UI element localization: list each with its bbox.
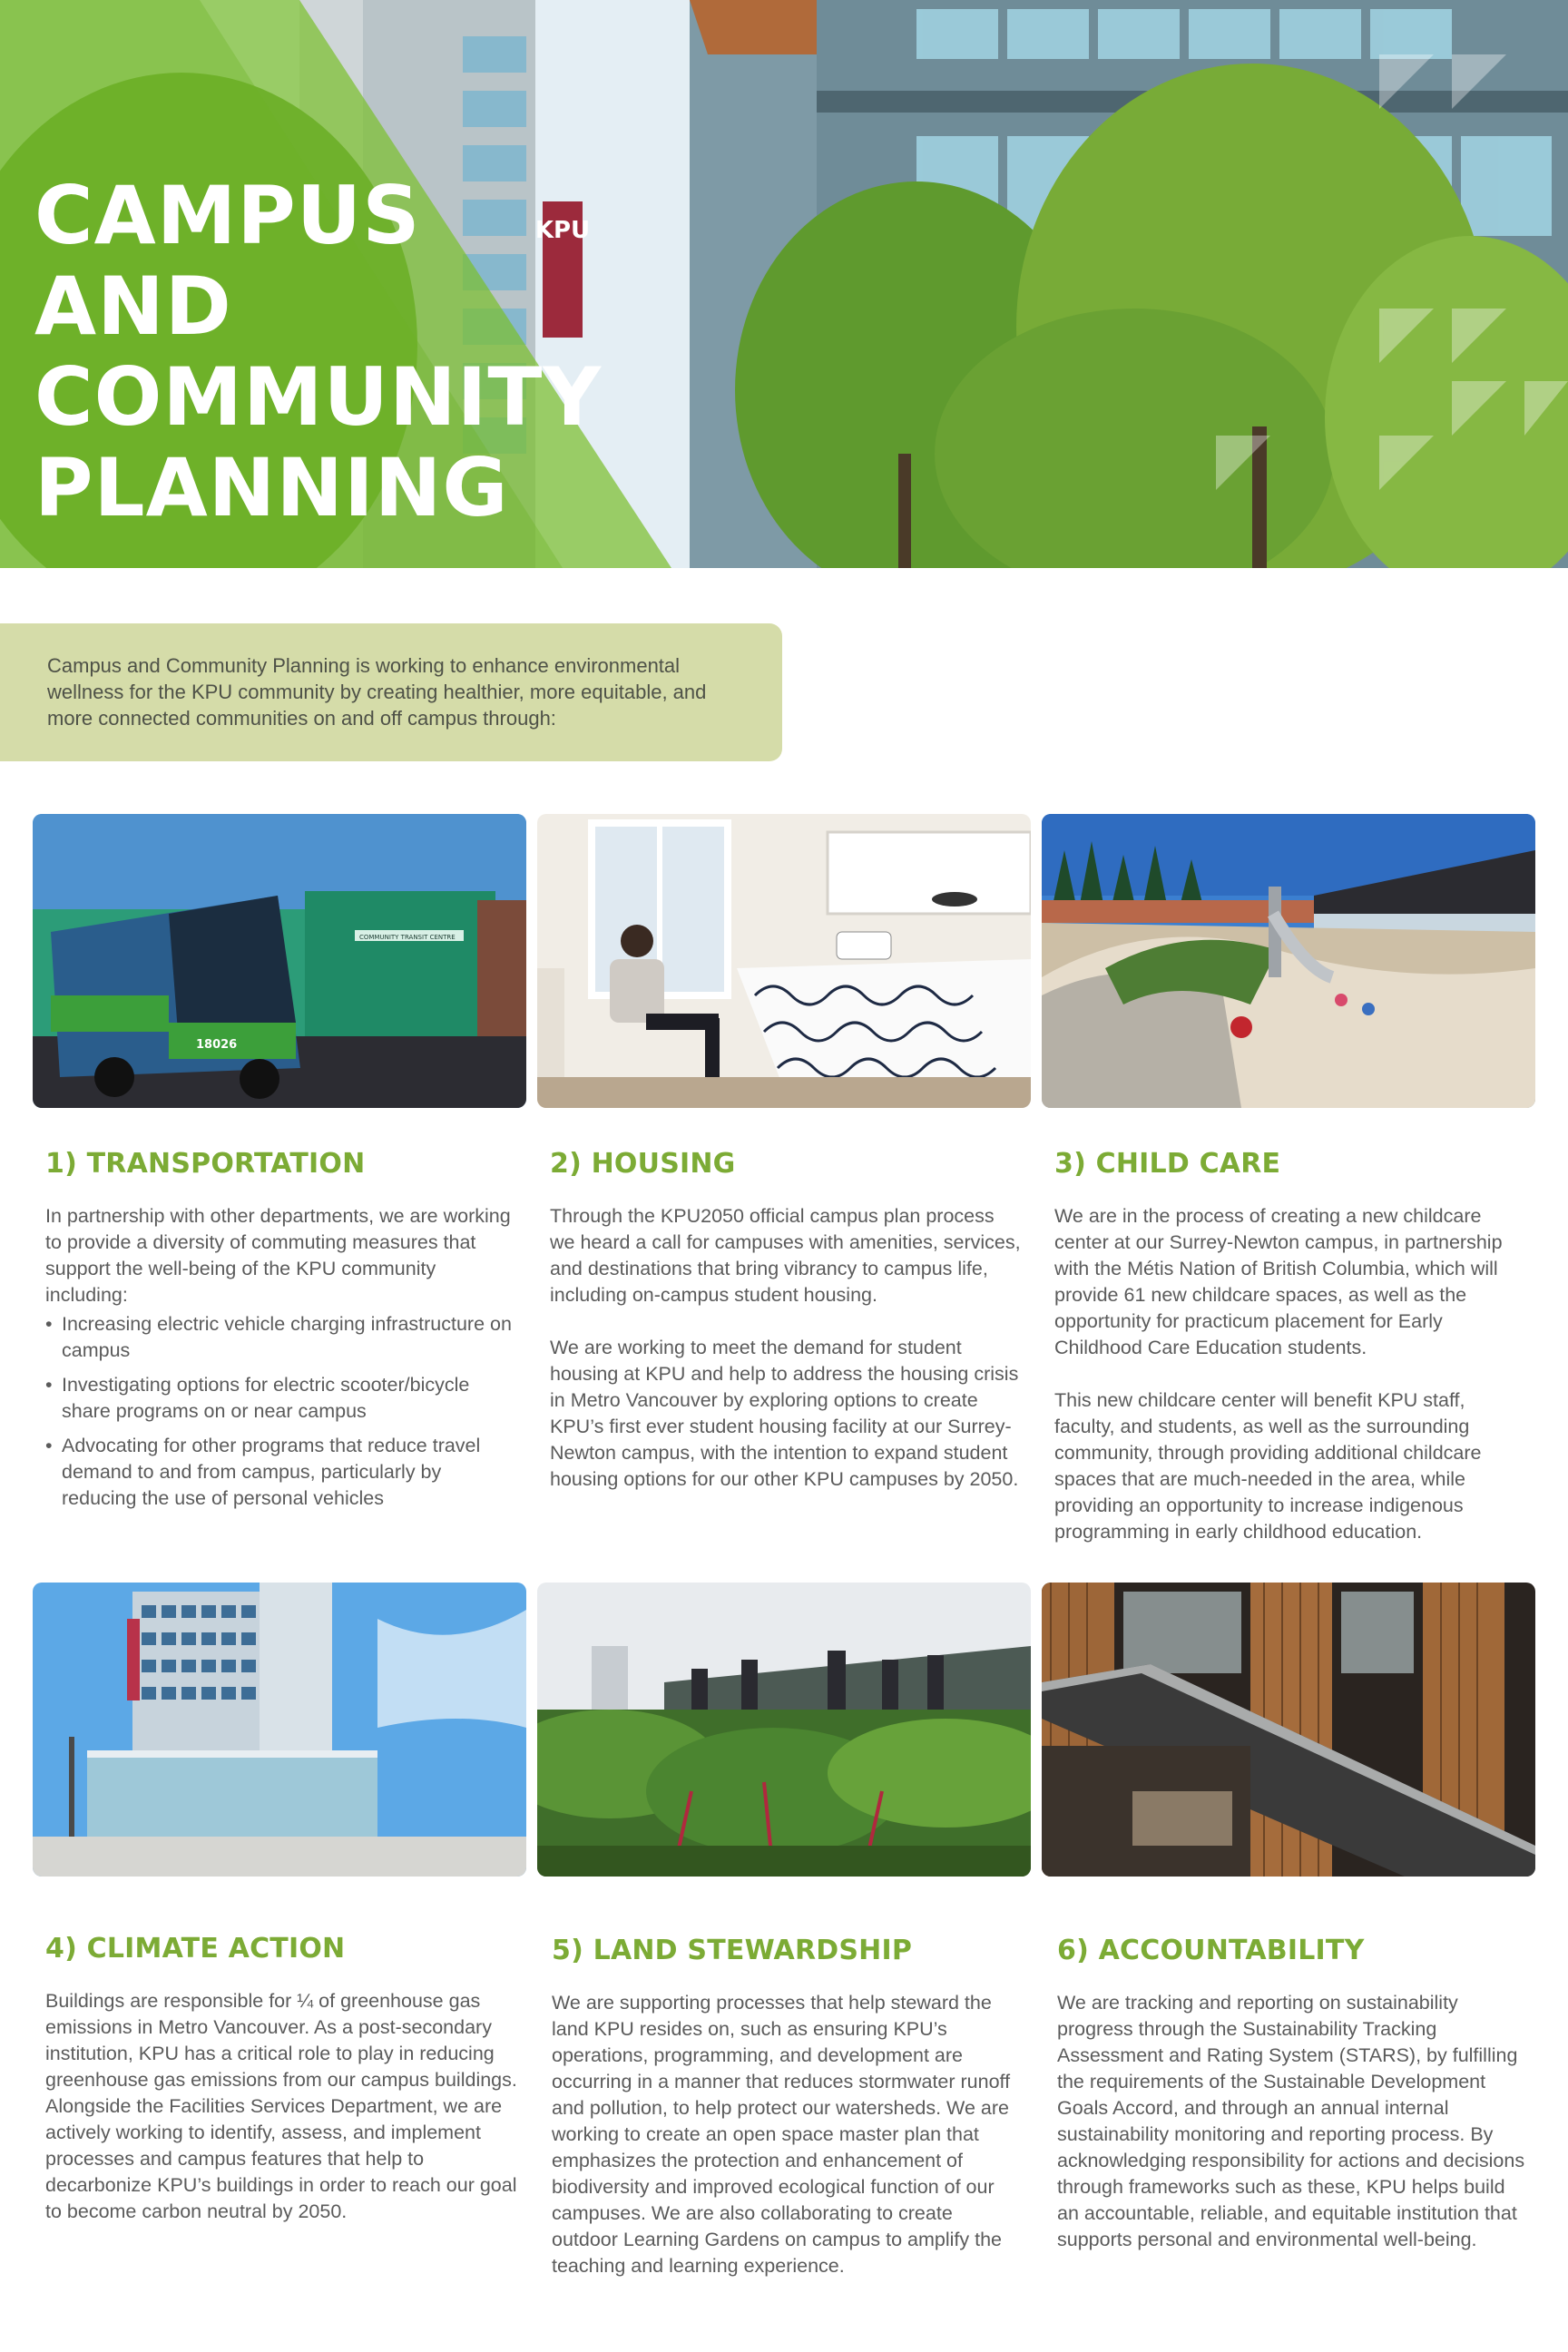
title-line: PLANNING xyxy=(34,441,509,534)
section-accountability xyxy=(1057,1935,1529,2253)
section-text: In partnership with other departments, we are working to provide a diversity of commuting measures that support the well-being of the KPU community including: xyxy=(45,1205,511,1306)
section-title: 2) HOUSING xyxy=(550,1148,736,1180)
section-transportation xyxy=(45,1148,517,1520)
hero-banner xyxy=(0,0,1568,568)
intro-box xyxy=(0,623,782,761)
section-title: 4) CLIMATE ACTION xyxy=(45,1933,346,1965)
section-land-stewardship xyxy=(552,1935,1024,2279)
title-line: AND xyxy=(34,260,232,353)
childcare-photo xyxy=(1042,814,1535,1108)
climate-action-photo xyxy=(33,1583,526,1877)
accountability-photo xyxy=(1042,1583,1535,1877)
section-title: 6) ACCOUNTABILITY xyxy=(1057,1935,1365,1966)
section-text: Buildings are responsible for ¼ of greenhouse gas emissions in Metro Vancouver. As a post-secondary institution, KPU has a critical role to play in reducing greenhouse gas emissions from our campus buildings. Alongside the Facilities Services Department, we are actively working to identify, assess, and implement processes and campus features that help to decarbonize KPU’s buildings in order to reach our goal to become carbon neutral by 2050. xyxy=(45,1990,517,2222)
section-text: We are working to meet the demand for student housing at KPU and help to address the housing crisis in Metro Vancouver by exploring options to create KPU’s first ever student housing facility at our Surrey-Newton campus, with the intention to expand student housing options for our other KPU campuses by 2050. xyxy=(550,1337,1019,1490)
section-climate-action xyxy=(45,1933,517,2225)
section-text: We are in the process of creating a new childcare center at our Surrey-Newton campus, in partnership with the Métis Nation of British Columbia, which will provide 61 new childcare spaces, as well as the opportunity for practicum placement for Early Childhood Care Education students. xyxy=(1054,1205,1503,1358)
section-text: We are supporting processes that help steward the land KPU resides on, such as ensuring KPU’s operations, programming, and development are occurring in a manner that reduces stormwater runoff and pollution, to help protect our watersheds. We are working to create an open space master plan that emphasizes the protection and enhancement of biodiversity and improved ecological function of our campuses. We are also collaborating to create outdoor Learning Gardens on campus to amplify the teaching and learning experience. xyxy=(552,1992,1011,2277)
housing-photo xyxy=(537,814,1031,1108)
transportation-photo xyxy=(33,814,526,1108)
section-childcare xyxy=(1054,1148,1526,1545)
list-item: • Increasing electric vehicle charging infrastructure on campus xyxy=(45,1311,517,1364)
section-title: 3) CHILD CARE xyxy=(1054,1148,1281,1180)
transit-centre-sign: COMMUNITY TRANSIT CENTRE xyxy=(359,934,456,941)
bus-number: 18026 xyxy=(196,1038,238,1052)
section-text: This new childcare center will benefit KPU staff, faculty, and students, as well as the surrounding community, through providing additional childcare spaces that are much-needed in the area, while providing an opportunity to increase indigenous programming in early childhood education. xyxy=(1054,1389,1482,1543)
section-title: 5) LAND STEWARDSHIP xyxy=(552,1935,913,1966)
page-title xyxy=(34,171,615,534)
bullet-list xyxy=(45,1311,517,1512)
section-text: Through the KPU2050 official campus plan process we heard a call for campuses with amenities, services, and destinations that bring vibrancy to campus life, including on-campus student housing. xyxy=(550,1205,1021,1306)
land-stewardship-photo xyxy=(537,1583,1031,1877)
title-line: COMMUNITY xyxy=(34,350,603,444)
list-item: • Advocating for other programs that reduce travel demand to and from campus, particularly by reducing the use of personal vehicles xyxy=(45,1433,517,1512)
intro-text: Campus and Community Planning is working to enhance environmental wellness for the KPU community by creating healthier, more equitable, and more connected communities on and off campus through: xyxy=(47,654,707,730)
list-item: • Investigating options for electric scooter/bicycle share programs on or near campus xyxy=(45,1372,517,1425)
section-title: 1) TRANSPORTATION xyxy=(45,1148,366,1180)
kpu-sign-text: KPU xyxy=(534,217,591,244)
section-text: We are tracking and reporting on sustainability progress through the Sustainability Tracking Assessment and Rating System (STARS), by fulfilling the requirements of the Sustainable Development Goals Accord, and through an annual internal sustainability monitoring and reporting process. By acknowledging responsibility for actions and decisions through frameworks such as these, KPU helps build an accountable, reliable, and equitable institution that supports personal and environmental well-being. xyxy=(1057,1992,1525,2250)
title-line: CAMPUS xyxy=(34,169,421,262)
section-housing xyxy=(550,1148,1022,1493)
